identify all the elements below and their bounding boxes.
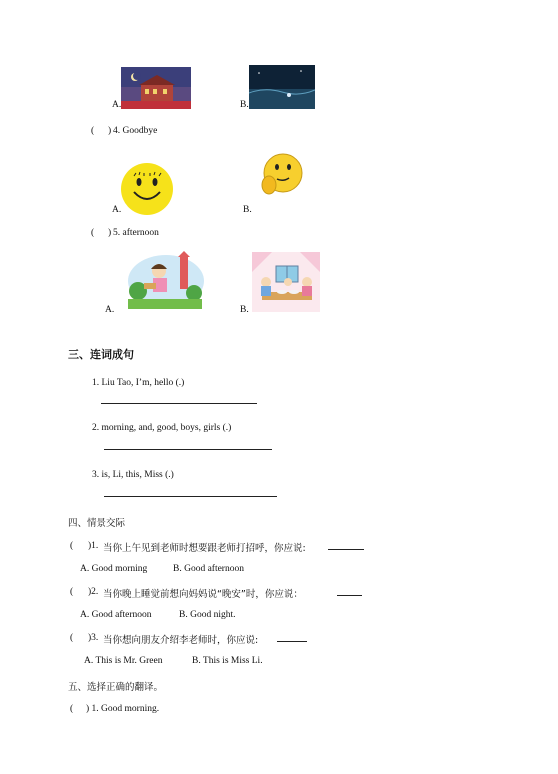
section4-q2-num: )2. (88, 587, 99, 597)
section4-q2-paren: ( (70, 587, 74, 597)
section3-item-2: 2. morning, and, good, boys, girls (.) (92, 423, 232, 433)
section4-q1-option-a: A. Good morning (80, 564, 148, 574)
q4-image-a-happy-face (120, 162, 174, 216)
q5-text: 5. afternoon (113, 228, 159, 238)
section3-title: 三、连词成句 (68, 348, 134, 361)
section4-q2-option-a: A. Good afternoon (80, 610, 152, 620)
section4-q3-paren: ( (70, 633, 74, 643)
section4-q3-option-a: A. This is Mr. Green (84, 656, 163, 666)
q3-image-b (249, 65, 315, 109)
section5-q1-paren: ( (70, 704, 74, 714)
section4-q3-prompt: 当你想向朋友介绍李老师时，你应说: (103, 635, 259, 646)
q4-image-b-thinking-face (259, 151, 303, 201)
section4-title: 四、情景交际 (68, 518, 126, 529)
section4-q1-option-b: B. Good afternoon (173, 564, 244, 574)
section3-answer-line-3 (104, 496, 277, 497)
section4-q2-option-b: B. Good night. (179, 610, 236, 620)
q5-paren: ( (91, 228, 95, 238)
section4-q1-prompt: 当你上午见到老师时想要跟老师打招呼，你应说: (103, 543, 306, 554)
q4-option-b-label: B. (243, 205, 252, 215)
section3-answer-line-2 (104, 449, 272, 450)
section3-item-3: 3. is, Li, this, Miss (.) (92, 470, 174, 480)
q5-option-b-label: B. (240, 305, 249, 315)
q4-text: 4. Goodbye (113, 126, 158, 136)
section4-q2-blank (337, 595, 362, 596)
section4-q1-blank (328, 549, 364, 550)
q4-option-a-label: A. (112, 205, 122, 215)
q3-option-a-label: A. (112, 100, 122, 110)
section4-q1-num: )1. (88, 541, 99, 551)
q4-paren-close: ) (108, 126, 112, 136)
section4-q3-num: )3. (88, 633, 99, 643)
section5-q1-text: ) 1. Good morning. (86, 704, 160, 714)
section4-q3-option-b: B. This is Miss Li. (192, 656, 263, 666)
q5-image-a-girl-outdoors (126, 251, 204, 309)
section3-item-1: 1. Liu Tao, I’m, hello (.) (92, 378, 185, 388)
q5-image-b-family-meal (252, 252, 320, 312)
q3-image-a (121, 67, 191, 109)
q5-paren-close: ) (108, 228, 112, 238)
section4-q3-blank (277, 641, 307, 642)
section5-title: 五、选择正确的翻译。 (68, 682, 164, 693)
section4-q1-paren: ( (70, 541, 74, 551)
q5-option-a-label: A. (105, 305, 115, 315)
section4-q2-prompt: 当你晚上睡觉前想向妈妈说“晚安”时，你应说： (103, 589, 303, 600)
q3-option-b-label: B. (240, 100, 249, 110)
section3-answer-line-1 (101, 403, 257, 404)
q4-paren: ( (91, 126, 95, 136)
